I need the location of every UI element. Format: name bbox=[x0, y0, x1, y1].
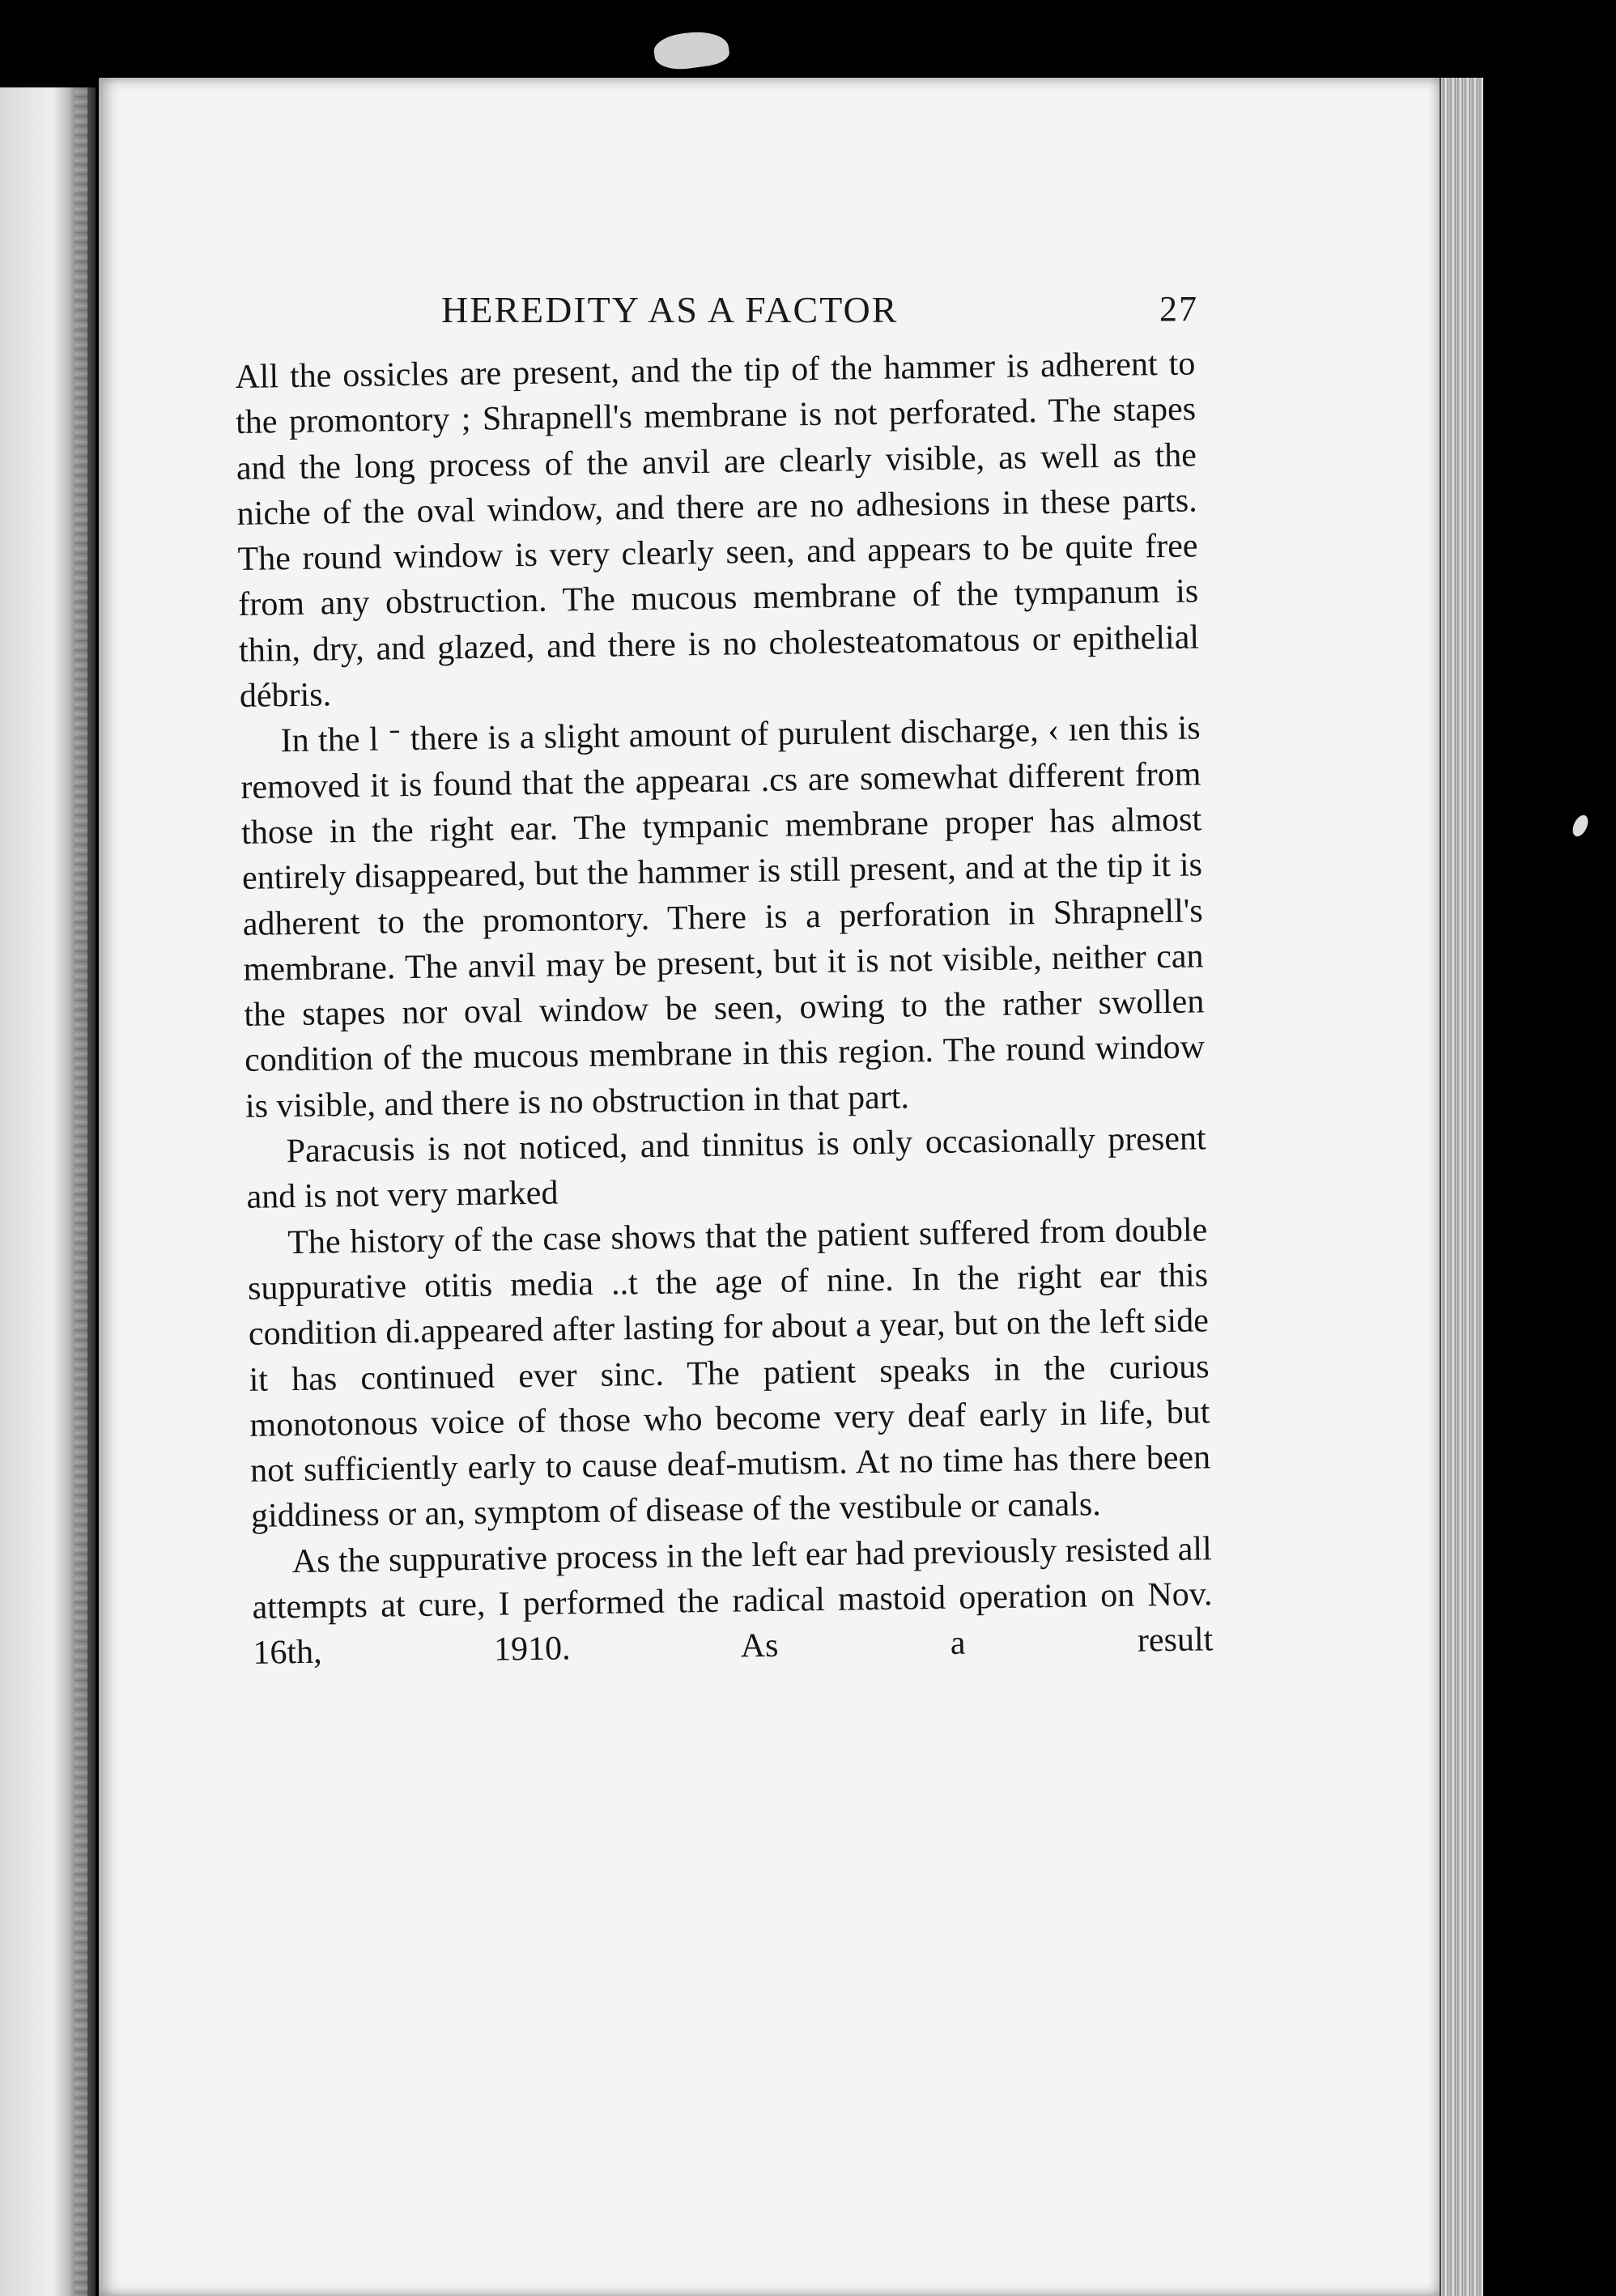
paragraph-left-ear: In the l ᐨ there is a slight amount of purulent discharge, ‹ ıen this is removed it is found that the appearaı .cs are somewhat different from those in the right ear. The tympanic membrane proper has almost entirely disappeared, but the hammer is still present, and at the tip it is adherent to the promontory. There is a perforation in Shrapnell's membrane. The anvil may be present, but it is not visible, neither can the stapes nor oval window be seen, owing to the rather swollen condition of the mucous membrane in this region. The round window is visible, and there is no obstruction in that part. bbox=[240, 709, 1206, 1125]
paragraph-ossicles: All the ossicles are present, and the tip of the hammer is adherent to the promontory ; Shrapnell's membrane is not perforated. The stapes and the long process of the anvil are clearly visible, as well as the niche of the oval window, and there are no adhesions in these parts. The round window is very clearly seen, and appears to be quite free from any obstruction. The mucous membrane of the tympanum is thin, dry, and glazed, and there is no cholesteatomatous or epithelial débris. bbox=[235, 345, 1200, 716]
paragraph-operation: As the suppurative process in the left ear had previously resisted all attempts at cure, I performed the radical mastoid operation on Nov. 16th, 1910. As a result bbox=[252, 1530, 1214, 1673]
book-fore-edge bbox=[1440, 78, 1483, 2296]
page-number: 27 bbox=[1159, 289, 1198, 329]
body-text bbox=[235, 341, 1214, 1676]
previous-page-edge bbox=[0, 87, 96, 2296]
page-header bbox=[340, 288, 1198, 337]
scan-artifact-top bbox=[652, 28, 730, 73]
paragraph-paracusis: Paracusis is not noticed, and tinnitus is only occasionally present and is not very marked bbox=[246, 1120, 1206, 1217]
paragraph-history: The history of the case shows that the patient suffered from double suppurative otitis media ..t the age of nine. In the right ear this condition di.appeared after lasting for about a year, but on the left side it has continued ever sinc. The patient speaks in the curious monotonous voice of those who become very deaf early in life, but not sufficiently early to cause deaf-mutism. At no time has there been giddiness or an, symptom of disease of the vestibule or canals. bbox=[247, 1210, 1211, 1536]
running-head: HEREDITY AS A FACTOR bbox=[441, 289, 899, 330]
scan-artifact-right bbox=[1570, 813, 1591, 839]
